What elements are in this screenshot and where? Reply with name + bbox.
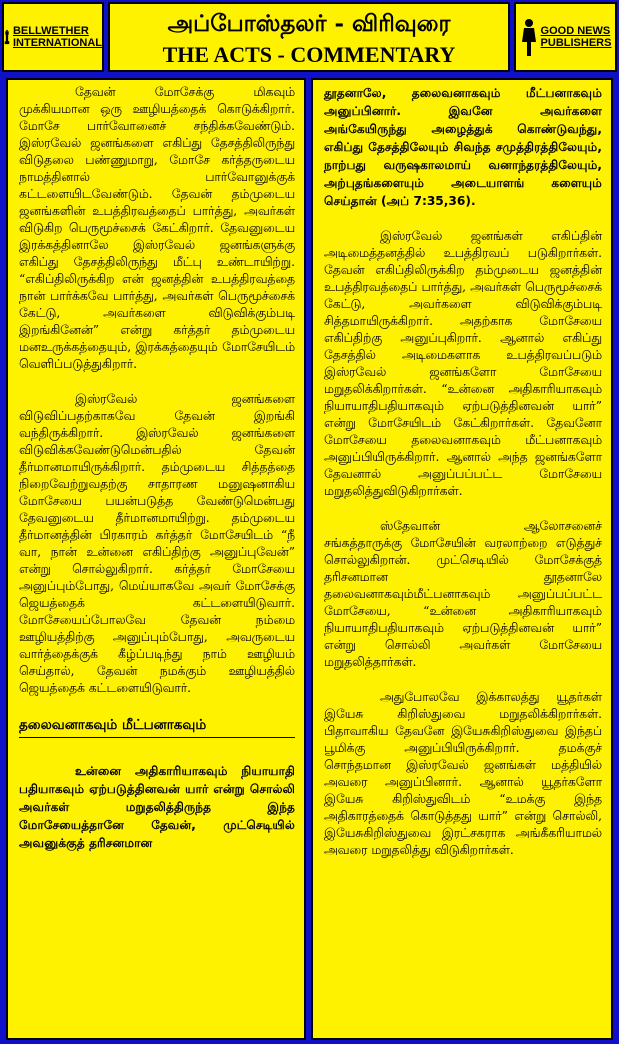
- scripture-quote-start: உன்னை அதிகாரியாகவும் நியாயாதி பதியாகவும் ஏற்படுத்தினவன் யார் என்று சொல்லி அவர்கள் மறுதலித்திருந்த இந்த மோசேயைத்தானே தேவன், முட்செடியில் அவனுக்குத் தரிசனமான: [19, 764, 295, 850]
- paragraph-5: அதுபோலவே இக்காலத்து யூதர்கள் இயேசு கிறிஸ்துவை மறுதலிக்கிறார்கள். பிதாவாகிய தேவனே இயேசுகிறிஸ்துவை இந்தப் பூமிக்கு அனுப்பியிருக்கிறார். தமக்குச் சொந்தமான இஸ்ரவேல் ஜனங்கள் மத்தியில் அவரை அனுப்பினார். ஆனால் யூதர்களோ இயேசு கிறிஸ்துவிடம் “உமக்கு இந்த அதிகாரத்தைக் கொடுத்தது யார்” என்று சொல்லி, இயேசுகிறிஸ்துவை இரட்சகராக அங்கீகரியாமல் அவரை மறுதலித்து விடுகிறார்கள்.: [324, 690, 602, 857]
- section-heading: தலைவனாகவும் மீட்பனாகவும்: [19, 717, 207, 733]
- good-news-logo: [514, 2, 617, 72]
- bell-tower-icon: [4, 18, 10, 56]
- heading-divider: [19, 737, 295, 738]
- paragraph-4: ஸ்தேவான் ஆலோசனைச் சங்கத்தாருக்கு மோசேயின் வரலாற்றை எடுத்துச் சொல்லுகிறான். முட்செடியில் மோசேக்குத் தரிசனமான தூதனாலே தலைவனாகவும்மீட்பனாகவும் அனுப்பப்பட்ட மோசேயை, “உன்னை அதிகாரியாகவும் நியாயாதிபதியாகவும் ஏற்படுத்தினவன் யார்” என்று சொல்லி அவர்கள் மோசேயை மறுதலித்தார்கள்.: [324, 519, 602, 669]
- right-column: [311, 78, 613, 1040]
- right-logo-line1: GOOD NEWS: [540, 25, 611, 37]
- left-column: [6, 78, 306, 1040]
- title-banner: [108, 2, 510, 72]
- page-title-english: THE ACTS - COMMENTARY: [162, 42, 456, 67]
- paragraph-2: இஸ்ரவேல் ஜனங்களை விடுவிப்பதற்காகவே தேவன் இறங்கி வந்திருக்கிறார். இஸ்ரவேல் ஜனங்களை விடுவிக்கவேண்டுமென்பதில் தேவன் தீர்மானமாயிருக்கிறார். தம்முடைய சித்தத்தை நிறைவேற்றுவதற்கு சாதாரண மனுஷனாகிய மோசேயை பயன்படுத்த வேண்டுமென்பது தேவனுடைய தீர்மானமாயிற்று. தம்முடைய தீர்மானத்தின் பிரகாரம் கர்த்தர் மோசேயிடம் “நீ வா, நான் உன்னை எகிப்திற்கு அனுப்புவேன்” என்று சொல்லுகிறார். கர்த்தர் மோசேயை அனுப்பும்போது, மெய்யாகவே அவர் மோசேக்கு ஜெயத்தைக் கட்டளையிடுவார். மோசேயைப்போலவே தேவன் நம்மை ஊழியத்திற்கு அனுப்பும்போது, அவருடைய வார்த்தைக்குக் கீழ்ப்படிந்து நாம் ஊழியம் செய்தால், தேவன் நமக்கும் ஊழியத்தில் ஜெயத்தைக் கட்டளையிடுவார்.: [19, 392, 295, 695]
- bellwether-logo: [2, 2, 104, 72]
- left-logo-line2: INTERNATIONAL: [12, 37, 102, 49]
- page-title-tamil: அப்போஸ்தலர் - விரிவுரை: [167, 10, 451, 37]
- right-logo-line2: PUBLISHERS: [540, 37, 612, 49]
- left-logo-line1: BELLWETHER: [12, 25, 89, 37]
- figure-icon: [520, 18, 538, 56]
- scripture-quote-end: தூதனாலே, தலைவனாகவும் மீட்பனாகவும் அனுப்பினார். இவனே அவர்களை அங்கேயிருந்து அழைத்துக் கொண்டுவந்து, எகிப்து தேசத்திலேயும் சிவந்த சமுத்திரத்திலேயும், நாற்பது வருஷகாலமாய் வனாந்தரத்திலேயும், அற்புதங்களையும் அடையாளங் களையும் செய்தான் (அப் 7:35,36).: [324, 86, 602, 208]
- paragraph-3: இஸ்ரவேல் ஜனங்கள் எகிப்தின் அடிமைத்தனத்தில் உபத்திரவப் படுகிறார்கள். தேவன் எகிப்திலிருக்கிற தம்முடைய ஜனத்தின் உபத்திரவத்தைப் பார்த்து, அவர்கள் பெருமூச்சைக் கேட்டு, அவர்களை விடுவிக்கும்படி சித்தமாயிருக்கிறார். அதற்காக மோசேயை எகிப்திற்கு அனுப்புகிறார். ஆனால் எகிப்து தேசத்தில் அடிமைகளாக உபத்திரவப்படும் இஸ்ரவேல் ஜனங்களோ மோசேயை மறுதலிக்கிறார்கள். “உன்னை அதிகாரியாகவும் நியாயாதிபதியாகவும் ஏற்படுத்தினவன் யார்” என்று மோசேயிடம் கேட்கிறார்கள். தேவனோ மோசேயை தலைவனாகவும் மீட்பனாகவும் அனுப்பியிருக்கிறார். ஆனால் அந்த ஜனங்களோ தேவனால் அனுப்பப்பட்ட மோசேயை மறுதலித்துவிடுகிறார்கள்.: [324, 229, 602, 498]
- paragraph-1: தேவன் மோசேக்கு மிகவும் முக்கியமான ஒரு ஊழியத்தைக் கொடுக்கிறார். மோசே பார்வோனைச் சந்திக்கவேண்டும். இஸ்ரவேல் ஜனங்களை எகிப்து தேசத்திலிருந்து விடுதலை பண்ணுமாறு, மோசே கர்த்தருடைய நாமத்தினால் பார்வோனுக்குக் கட்டளையிடவேண்டும். தேவன் தம்முடைய ஜனங்களின் உபத்திரவத்தைப் பார்த்து, அவர்கள் விடுகிற பெருமூச்சைக் கேட்கிறார். தேவனுடைய இரக்கத்தினாலே இஸ்ரவேல் ஜனங்களுக்கு எகிப்து தேசத்திலிருந்து மீட்பு உண்டாயிற்று. “எகிப்திலிருக்கிற என் ஜனத்தின் உபத்திரவத்தை நான் பார்க்கவே பார்த்து, அவர்கள் பெருமூச்சைக் கேட்டு, அவர்களை விடுவிக்கும்படி இறங்கினேன்” என்று கர்த்தர் தம்முடைய மனஉருக்கத்தையும், இரக்கத்தையும் மோசேயிடம் வெளிப்படுத்துகிறார்.: [19, 85, 295, 371]
